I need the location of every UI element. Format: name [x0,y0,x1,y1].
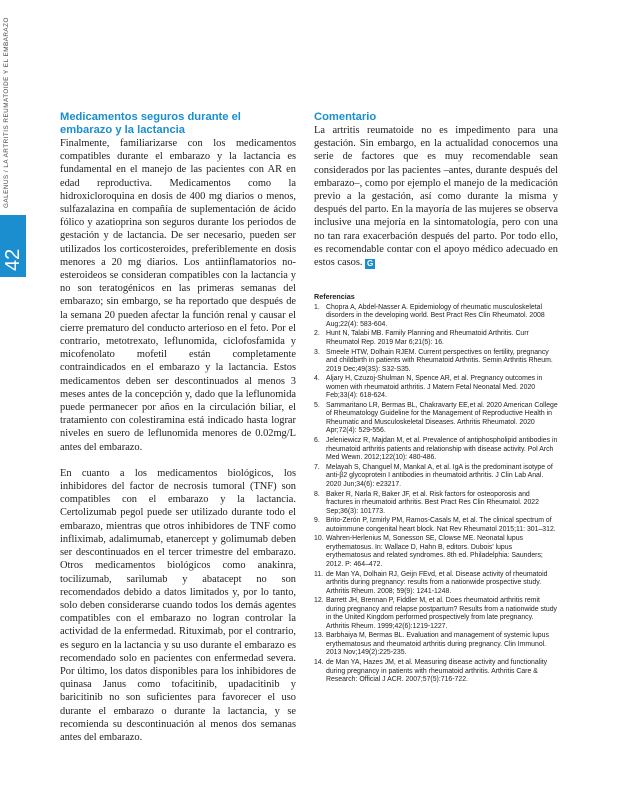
reference-item [314,375,558,401]
comment-text: La artritis reumatoide no es impedimento para una gestación. Sin embargo, en la actualidad conocemos una serie de factores que es muy recomendable sean considerados por las pacientes –antes, durante después del embarazo–, como por ejemplo el manejo de la medicación previo a la gestación, así como durante la misma y después del parto. En la mayoría de las mujeres se observa inclusive una mejoría en la sintomatología, pero con una no tan rara exacerbación después del parto. Por todo ello, es recomendable contar con el apoyo médico adecuado en estos casos. [314,125,558,269]
reference-text: de Man YA, Hazes JM, et al. Measuring disease activity and functionality during pregnancy in patients with rheumatoid arthritis. Arthritis Care & Research: Official J ACR. 2007;57(5):716-722. [326,659,548,684]
section-heading-medicamentos: Medicamentos seguros durante el embarazo y la lactancia [60,111,241,136]
reference-number: 8. [314,490,320,498]
reference-text: Barbhaiya M, Bermas BL. Evaluation and management of systemic lupus erythematosus and rheumatoid arthritis during pregnancy. Clin Immunol. 2013 Nov;149(2):225-235. [326,632,549,657]
reference-list [314,304,558,685]
reference-number: 11. [314,570,324,578]
reference-number: 13. [314,632,324,640]
reference-text: Barrett JH, Brennan P, Fiddler M, et al. Does rheumatoid arthritis remit during pregnancy and relapse postpartum? Results from a nationwide study in the United Kingdom performed prospectively from late pregnancy. Arthritis Rheum. 1999;42(6):1219-1227. [326,597,557,630]
reference-item [314,659,558,685]
reference-number: 6. [314,437,320,445]
reference-number: 4. [314,375,320,383]
reference-item [314,402,558,436]
reference-item [314,597,558,631]
reference-text: Smeele HTW, Dolhain RJEM. Current perspectives on fertility, pregnancy and childbirth in patients with Rheumatoid Arthritis. Semin Arthritis Rheum. 2019 Dec;49(3S): S32-S35. [326,348,553,373]
reference-text: Sammaritano LR, Bermas BL, Chakravarty EE,et al. 2020 American College of Rheumatology Guideline for the Management of Reproductive Health in Rheumatic and Musculoskeletal Diseases. Arthritis Rheumatol. 2020 Apr;72(4): 529-556. [326,401,558,435]
reference-number: 1. [314,303,320,311]
paragraph-2: En cuanto a los medicamentos biológicos, los inhibidores del factor de necrosis tumoral (TNF) son compatibles con el embarazo y la lactancia. Certolizumab pegol puede ser utilizado durante todo el embarazo, mientras que otros inhibidores de TNF como infliximab, adalimumab, etanercept y golimumab deben ser descontinuados en el tercer trimestre del embarazo. Otros medicamentos biológicos como anakinra, tocilizumab, sarilumab y abatacept no son recomendados debido a datos limitados y, por lo tanto, solo deben considerarse cuando todos los demás agentes compatibles con el embarazo no logran controlar la actividad de la enfermedad. Rituximab, por el contrario, es seguro en la lactancia y su uso durante el embarazo es recomendado solo en pacientes con enfermedad severa. Por último, los datos disponibles para los inhibidores de quinasa Janus como tofacitinib, upadacitinib y baricitinib no son suficientes para favorecer el uso durante el embarazo o durante la lactancia, y se recomienda su descontinuación al menos dos semanas antes del embarazo. [60,467,296,743]
reference-text: Brito-Zerón P, Izmirly PM, Ramos-Casals M, et al. The clinical spectrum of autoimmune congenital heart block. Nat Rev Rheumatol 2015;11: 301–312. [326,517,556,533]
section-heading-comentario: Comentario [314,111,377,123]
reference-item [314,517,558,534]
reference-number: 9. [314,517,320,525]
running-head: GALENUS / LA ARTRITIS REUMATOIDE Y EL EMBARAZO [3,17,10,208]
left-column [60,111,296,744]
right-column [314,111,558,686]
reference-item [314,464,558,490]
reference-item [314,437,558,463]
reference-item [314,571,558,597]
reference-number: 14. [314,659,324,667]
sidebar [0,0,26,802]
page-number: 42 [2,248,24,271]
reference-item [314,491,558,517]
references [314,293,558,684]
reference-number: 10. [314,535,324,543]
reference-text: Baker R, Narla R, Baker JF, et al. Risk factors for osteoporosis and fractures in rheumatoid arthritis. Best Pract Res Clin Rheumatol. 2022 Sep;36(3): 101773. [326,490,539,515]
comment-paragraph [314,124,558,269]
reference-text: Hunt N, Talabi MB. Family Planning and Rheumatoid Arthritis. Curr Rheumatol Rep. 2019 Mar 6;21(5): 16. [326,330,529,346]
reference-item [314,330,558,347]
reference-text: Aljary H, Czuzoj-Shulman N, Spence AR, et al. Pregnancy outcomes in women with rheumatoid arthritis. J Matern Fetal Neonatal Med. 2020 Feb;33(4): 618-624. [326,375,543,400]
paragraph-1: Finalmente, familiarizarse con los medicamentos compatibles durante el embarazo y la lactancia es fundamental en el manejo de las pacientes con AR en edad reproductiva. Medicamentos como la hidroxicloroquina en dosis de 400 mg diarios o menos, sulfazalazina en compañía de suplementación de ácido fólico y azatioprina son seguros durante los periodos de gestación y de lactancia. De ser necesario, pueden ser utilizados los corticosteroides, preferiblemente en dosis menores a 20 mg diarios. Los antiinflamatorios no-esteroideos se consideran compatibles con la lactancia y no son teratogénicos en las primeras semanas del embarazo; sin embargo, se ha reportado que después de la semana 20 pueden afectar la función renal y causar el cierre prematuro del conducto arterioso en el feto. Por el contrario, metotrexato, leflunomida, ciclofosfamida y micofenolato mofetil están completamente contraindicados en el embarazo y la lactancia. Estos medicamentos deben ser descontinuados al menos 3 meses antes de la concepción y, dado que la leflunomida puede permanecer por años en la circulación biliar, el tratamiento con colestiramina está indicado hasta lograr niveles en suero de leflunomida menores de 0.02mg/L antes del embarazo. [60,138,296,453]
reference-text: Wahren-Herlenius M, Sonesson SE, Clowse ME. Neonatal lupus erythematosus. In: Wallace D, Hahn B, editors. Dubois' lupus erythematosus and related syndromes. 8th ed. Philadelphia: Saunders; 2012. P: 464–472. [326,535,543,568]
reference-text: de Man YA, Dolhain RJ, Geijn FEvd, et al. Disease activity of rheumatoid arthritis during pregnancy: results from a nationwide prospective study. Arthritis Rheum. 2008; 59(9): 1241-1248. [326,570,548,595]
reference-item [314,349,558,375]
reference-number: 12. [314,597,324,605]
end-of-article-badge: G [366,259,374,269]
references-title: Referencias [314,292,355,302]
reference-item [314,535,558,569]
reference-number: 7. [314,463,320,471]
reference-text: Melayah S, Changuel M, Mankaï A, et al. IgA is the predominant isotype of anti-β2 glycoprotein I antibodies in rheumatoid arthritis. J Clin Lab Anal. 2020 Jun;34(6): e23217. [326,463,553,488]
reference-item [314,632,558,658]
reference-text: Chopra A, Abdel-Nasser A. Epidemiology of rheumatic musculoskeletal disorders in the developing world. Best Pract Res Clin Rheumatol. 2008 Aug;22(4): 583-604. [326,303,545,328]
reference-number: 5. [314,401,320,409]
reference-text: Jeleniewicz R, Majdan M, et al. Prevalence of antiphospholipid antibodies in rheumatoid arthritis patients and relationship with disease activity. Pol Arch Med Wewn. 2012;122(10): 480-486. [326,437,558,462]
reference-item [314,304,558,330]
reference-number: 2. [314,330,320,338]
reference-number: 3. [314,348,320,356]
